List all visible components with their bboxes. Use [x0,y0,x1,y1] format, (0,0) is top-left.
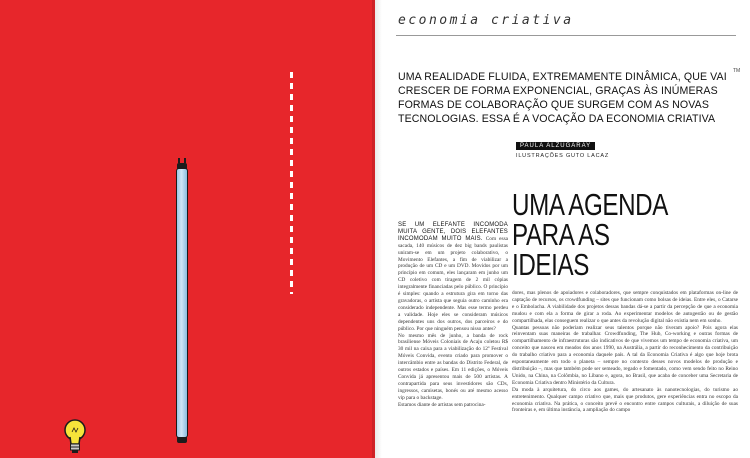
article-column-left [398,222,508,408]
illustrator-credit: ILUSTRAÇÕES GUTO LACAZ [516,153,609,159]
headline-line-2: PARA AS IDEIAS [512,217,610,282]
column-paragraph: Quantas pessoas não poderiam realizar seus talentos porque não tiveram apoio? Pois agora elas reinventam suas maneiras de trabalhar. Crowdfunding, The Hub, Co-working e outras formas de compartilhamento de infraestruturas são indicativos de que vivemos um tempo de economia criativa, um conceito que nasceu em meados dos anos 1990, na Austrália, a partir do reconhecimento da contribuição do trabalho criativo para a economia daquele país. A tal da Economia Criativa é algo que hoje brota espontaneamente em todo o planeta – sempre no contexto desses novos modelos de produção e distribuição –, mas que também pode ser semeado, regado e fomentado, como vem sendo feito no Reino Unido, na China, na Colômbia, no Líbano e, agora, no Brasil, que acaba de conceber uma Secretaria de Economia Criativa dentro Ministério da Cultura. [512,324,738,386]
article-headline [512,187,691,282]
tube-cap-bottom [177,437,187,443]
header-rule [396,35,736,36]
column-paragraph: No mesmo mês de junho, a banda de rock brasiliense Móveis Coloniais de Acaju coletou R$ 30 mil na caixa para a viabilização do 12º Festival Móveis Convida, evento criado para promover o intercâmbio entre as bandas do Distrito Federal, de outros estados e países. Em 11 edições, o Móveis Convida já apresentou mais de 500 artistas. A contrapartida para seus investidores são CDs, ingressos, camisetas, bonés ou até mesmo acesso vip para o backstage. [398,332,508,401]
dashed-line [290,72,293,294]
lead-in-caps: SE UM ELEFANTE INCOMODA MUITA GENTE, DOIS ELEFANTES INCOMODAM MUITO MAIS. [398,222,508,242]
deck-mark: TM [733,68,741,74]
page-fold-shadow [372,0,382,458]
light-bulb-icon [62,417,88,457]
author-byline: PAULA ALZUGARAY [516,142,595,150]
headline-line-1: UMA AGENDA [512,187,668,222]
section-title: economia criativa [398,13,574,28]
column-paragraph: dores, mas plenos de apoiadores e colaboradores, que sempre conquistados em plataformas on-line de captação de recursos, os crowdfunding – sites que funcionam como bolsas de ideias. Entre eles, o Catarse e o Embolacha. A viabilidade dos projetos dessas bandas dá-se a partir da percepção de que a economia mudou e com ela a forma de girar a roda. Ao experimentar modelos de autogestão ou de gestão compartilhada, elas conseguem realizar o que antes da revolução digital não existia nem em sonho. [512,290,738,324]
column-paragraph: Estamos diante de artistas sem patrocina- [398,401,486,408]
fluorescent-tube-illustration [176,168,188,438]
tube-pin [184,158,186,163]
article-column-right [512,290,738,414]
tube-pin [178,158,180,163]
column-paragraph: Da moda à arquitetura, do circo aos games, do artesanato às nanotecnologias, do turismo ao entretenimento. Qualquer campo criativo que, mais que produtos, gere experiências entra no escopo da economia criativa. Na prática, o conceito prevê o encontro entre campos culturais, a diluição de suas fronteiras e, em última instância, a ampliação do campo [512,386,738,414]
column-paragraph: SE UM ELEFANTE INCOMODA MUITA GENTE, DOIS ELEFANTES INCOMODAM MUITO MAIS. Com essa sacada, 140 músicos de dez big bands paulistas uniram-se em um projeto colaborativo, o Movimento Elefantes, a fim de viabilizar a produção de um CD e um DVD. Movidos por um princípio em comum, eles lançaram em junho um CD coletivo com tiragem de 2 mil cópias integralmente financiadas pelo público. O princípio é simples: quando a estrutura gira em torno das gravadoras, o artista que seguia outro caminho era considerado independente. Mas esse termo perdeu a validade. Hoje eles se consideram músicos dependentes uns dos outros, dos parceiros e do público. Por que ninguém pensou nisso antes? [398,222,508,332]
article-deck: UMA REALIDADE FLUIDA, EXTREMAMENTE DINÂMICA, QUE VAI CRESCER DE FORMA EXPONENCIAL, GRAÇAS ÀS INÚMERAS FORMAS DE COLABORAÇÃO QUE SURGEM COM AS NOVAS TECNOLOGIAS. ESSA É A VOCAÇÃO DA ECONOMIA CRIATIVA [398,71,727,125]
